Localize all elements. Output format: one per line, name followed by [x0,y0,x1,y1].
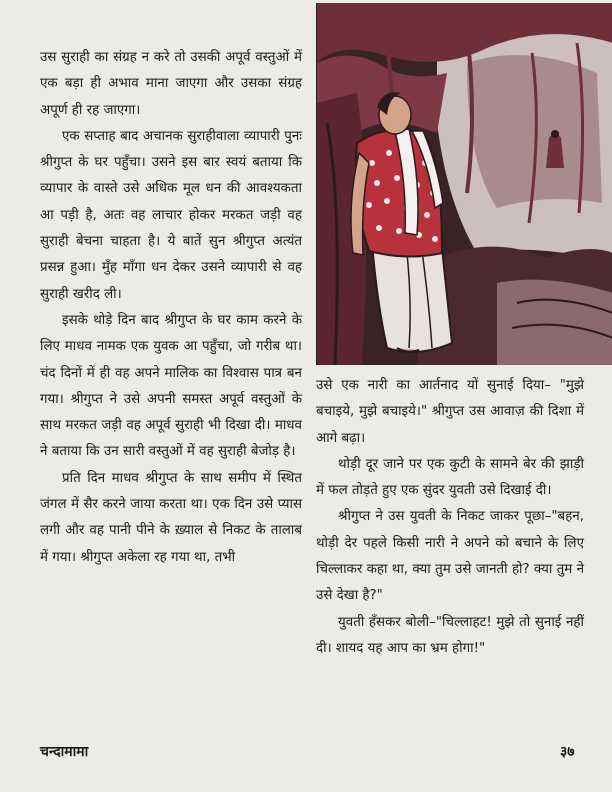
paragraph-7: श्रीगुप्त ने उस युवती के निकट जाकर पूछा–"बहन, थोड़ी देर पहले किसी नारी ने अपने को बचाने के लिए चिल्लाकर कहा था, क्या तुम उसे जानती हो? क्या तुम ने उसे देखा है?" [316,509,584,604]
paragraph-5: उसे एक नारी का आर्तनाद यों सुनाई दिया– "मुझे बचाइये, मुझे बचाइये।" श्रीगुप्त उस आवाज़ की दिशा में आगे बढ़ा। [316,378,584,446]
paragraph-6: थोड़ी दूर जाने पर एक कुटी के सामने बेर की झाड़ी में फल तोड़ते हुए एक सुंदर युवती उसे दिखाई दी। [316,456,584,499]
illustration-artwork [317,3,612,365]
paragraph-8: युवती हँसकर बोली–"चिल्लाहट! मुझे तो सुनाई नहीं दी। शायद यह आप का भ्रम होगा!" [316,614,584,656]
magazine-name: चन्दामामा [40,744,89,760]
paragraph-4: प्रति दिन माधव श्रीगुप्त के साथ समीप में स्थित जंगल में सैर करने जाया करता था। एक दिन उसे प्यास लगी और वह पानी पीने के ख़्याल से निकट के तालाब में गया। श्रीगुप्त अकेला रह गया था, तभी [40,470,302,565]
paragraph-2: एक सप्ताह बाद अचानक सुराहीवाला व्यापारी पुनः श्रीगुप्त के घर पहुँचा। उसने इस बार स्वयं बताया कि व्यापार के वास्ते उसे अधिक मूल धन की आवश्यकता आ पड़ी है, अतः वह लाचार होकर मरकत जड़ी वह सुराही बेचना चाहता है। ये बातें सुन श्रीगुप्त अत्यंत प्रसन्न हुआ। मुँह माँगा धन देकर उसने व्यापारी से वह सुराही खरीद ली। [40,128,302,302]
paragraph-3: इसके थोड़े दिन बाद श्रीगुप्त के घर काम करने के लिए माधव नामक एक युवक आ पहुँचा, जो गरीब था। चंद दिनों में ही वह अपने मालिक का विश्वास पात्र बन गया। श्रीगुप्त ने उसे अपनी समस्त अपूर्व वस्तुओं के साथ मरकत जड़ी वह अपूर्व सुराही भी दिखा दी। माधव ने बताया कि उन सारी वस्तुओं में वह सुराही बेजोड़ है। [40,312,302,460]
story-illustration [316,3,612,365]
right-text-column [316,373,584,662]
paragraph-1: उस सुराही का संग्रह न करे तो उसकी अपूर्व वस्तुओं में एक बड़ा ही अभाव माना जाएगा और उसका संग्रह अपूर्ण ही रह जाएगा। [40,50,302,118]
page-number: ३७ [560,744,575,760]
left-text-column [40,45,302,571]
